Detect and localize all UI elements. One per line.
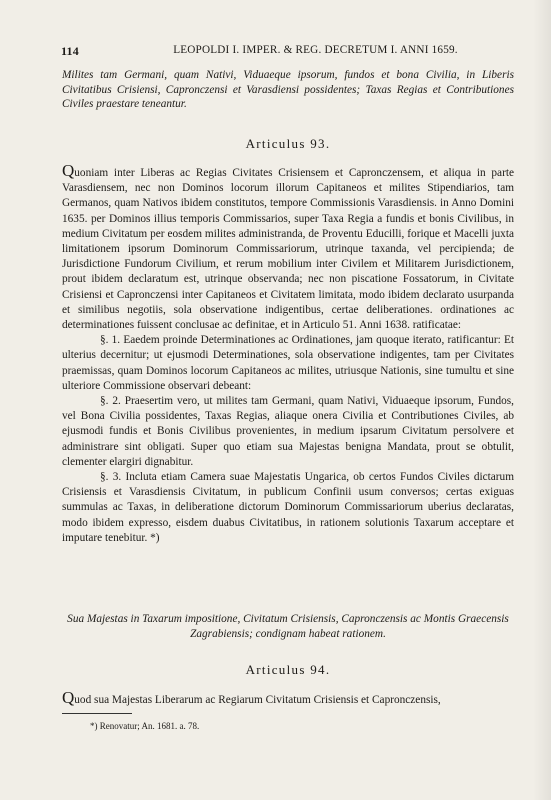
article-94-body	[62, 690, 514, 708]
drop-cap: Q	[62, 161, 75, 180]
article-94-text: uod sua Majestas Liberarum ac Regiarum Civitatum Crisiensis et Capronczensis,	[74, 694, 441, 706]
page-number: 114	[61, 44, 79, 58]
footnote-rule	[62, 713, 132, 714]
article-summary: Milites tam Germani, quam Nativi, Viduaeque ipsorum, fundos et bona Civilia, in Liberis Civitatibus Crisiensi, Capronczensi et Varasdiensi possidentes; Taxas Regias et Contributiones Civiles praestare teneantur.	[62, 69, 514, 110]
article-94-heading: Articulus 94.	[245, 662, 331, 677]
footnote: *) Renovatur; An. 1681. a. 78.	[90, 721, 200, 731]
article-93-body	[62, 163, 514, 546]
page-edge-shadow	[533, 0, 551, 800]
article-93-text: uoniam inter Liberas ac Regias Civitates Crisiensem et Capronczensem, et aliqua in parte Varasdiensem, nec non Dominos locorum illorum Capitaneos et milites Stipendiarios, tam Germanos, quam Nativos ibidem constitutos, tempore Commissionis Varasdiensis. in Anno Domini 1635. per Dominos illius temporis Commissarios, super Taxa Regia a fundis et bonis Civilibus, in medium Civitatum per eosdem milites administranda, de Proventu Educilli, forique et Macelli juxta limitationem ipsorum Dominorum Commissariorum, utrinque taxanda, vel percipienda; de Jurisdictione Fundorum Civilium, et rerum mobilium inter Civilem et Militarem Jurisdictionem, prout ibidem declaratum est, utrinque observanda; nec non piscatione Fossatorum, in Civitate Crisiensi et Capronczensi inter Capitaneos et Civitatem limitata, modo ibidem declarato usurpanda et similibus negotiis, sola observatione indigentibus, certae deliberationes. ordinationes ac determinationes fuissent conclusae ac definitae, et in Articulo 51. Anni 1638. ratificatae:	[62, 167, 514, 332]
marginal-note: Sua Majestas in Taxarum impositione, Civitatum Crisiensis, Capronczensis ac Montis Graecensis Zagrabiensis; condignam habeat rationem.	[67, 613, 509, 640]
drop-cap: Q	[62, 688, 75, 707]
article-93-paragraph	[62, 163, 514, 333]
section-1: §. 1. Eaedem proinde Determinationes ac Ordinationes, jam quoque iterato, ratificantur: Et ulterius decernitur; ut ejusmodi Determinationes, sola observatione indigentes, tam per Civitates praemissas, quam Dominos locorum Capitaneos ac milites, utriusque Nationis, sine tumultu et sine ulteriore Commissione observari debeant:	[62, 334, 514, 392]
section-2: §. 2. Praesertim vero, ut milites tam Germani, quam Nativi, Viduaeque ipsorum, Fundos, vel Bona Civilia possidentes, Taxas Regias, aliaque onera Civilia et Contributiones Civiles, ab ejusmodi fundis et Bonis Civilibus provenientes, in medium ipsarum Civitatum persolvere et administrare sint obligati. Super quo etiam sua Majestas benigna Mandata, prout se obtulit, clementer elargiri dignabitur.	[62, 395, 514, 468]
article-93-heading: Articulus 93.	[245, 136, 331, 151]
section-3: §. 3. Incluta etiam Camera suae Majestatis Ungarica, ob certos Fundos Civiles dictarum Crisiensis et Varasdiensis Civitatum, in publicum Confinii usum conversos; certas exiguas summulas ac Taxas, in deliberatione dictorum Dominorum Commissariorum uberius declaratas, modo ibidem expresso, eisdem duabus Civitatibus, in rationem solutionis Taxarum acceptare et imputare tenebitur. *)	[62, 471, 514, 544]
running-title: LEOPOLDI I. IMPER. & REG. DECRETUM I. ANNI 1659.	[173, 44, 458, 56]
